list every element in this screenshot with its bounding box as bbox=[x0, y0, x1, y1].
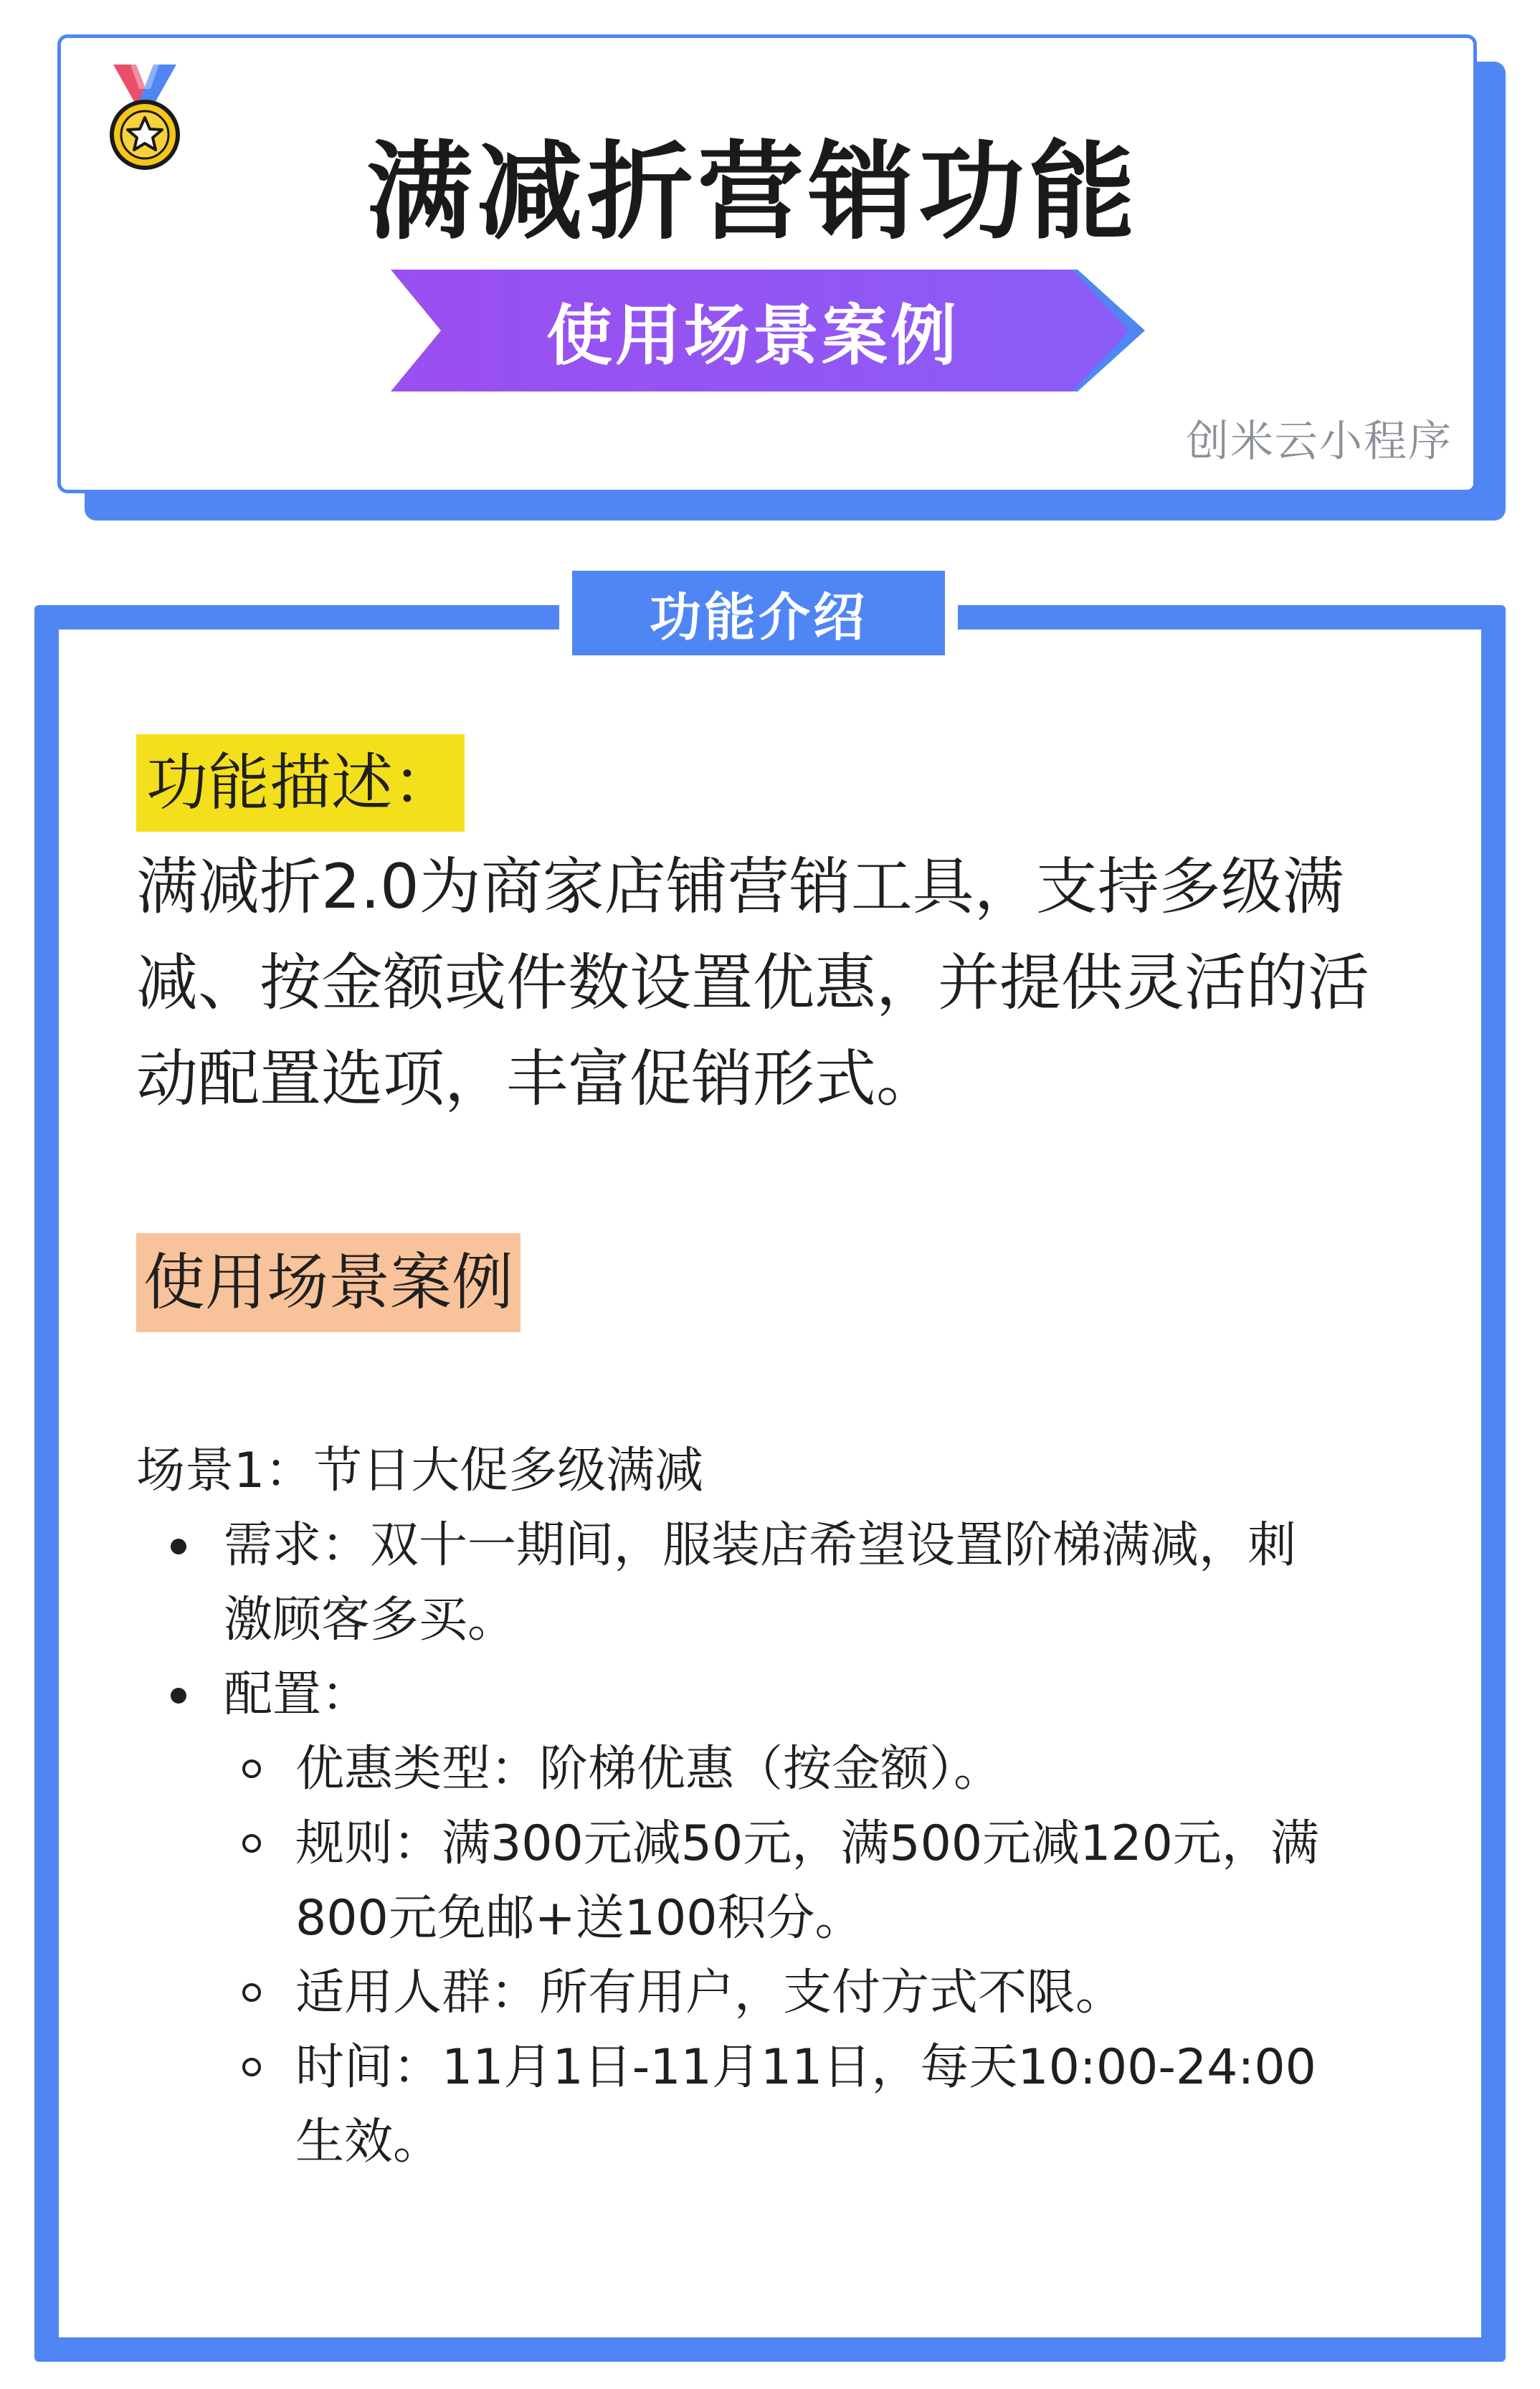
scenario-title: 场景1：节日大促多级满减 bbox=[136, 1443, 704, 1499]
config-item-time: 时间：11月1日-11月11日，每天10:00-24:00生效。 bbox=[136, 2031, 1427, 2180]
gold-medal-icon bbox=[102, 60, 188, 175]
page-title: 满减折营销功能 bbox=[366, 130, 1139, 254]
description-text: 满减折2.0为商家店铺营销工具，支持多级满减、按金额或件数设置优惠，并提供灵活的活动配置选项，丰富促销形式。 bbox=[136, 851, 1369, 1115]
list-item-need: 需求：双十一期间，服装店希望设置阶梯满减，刺激顾客多买。 bbox=[136, 1509, 1427, 1658]
scenario-list bbox=[136, 1509, 1427, 2180]
ribbon-label: 使用场景案例 bbox=[546, 298, 959, 374]
list-item-config: 配置： bbox=[136, 1658, 1427, 1732]
config-item-type: 优惠类型：阶梯优惠（按金额）。 bbox=[136, 1732, 1427, 1807]
config-item-audience: 适用人群：所有用户，支付方式不限。 bbox=[136, 1956, 1427, 2031]
brand-label: 创米云小程序 bbox=[1186, 417, 1453, 467]
description-heading: 功能描述： bbox=[136, 734, 465, 832]
section-tab: 功能介绍 bbox=[572, 571, 945, 655]
case-heading: 使用场景案例 bbox=[136, 1233, 521, 1332]
config-item-rules: 规则：满300元减50元，满500元减120元，满800元免邮+送100积分。 bbox=[136, 1807, 1427, 1956]
